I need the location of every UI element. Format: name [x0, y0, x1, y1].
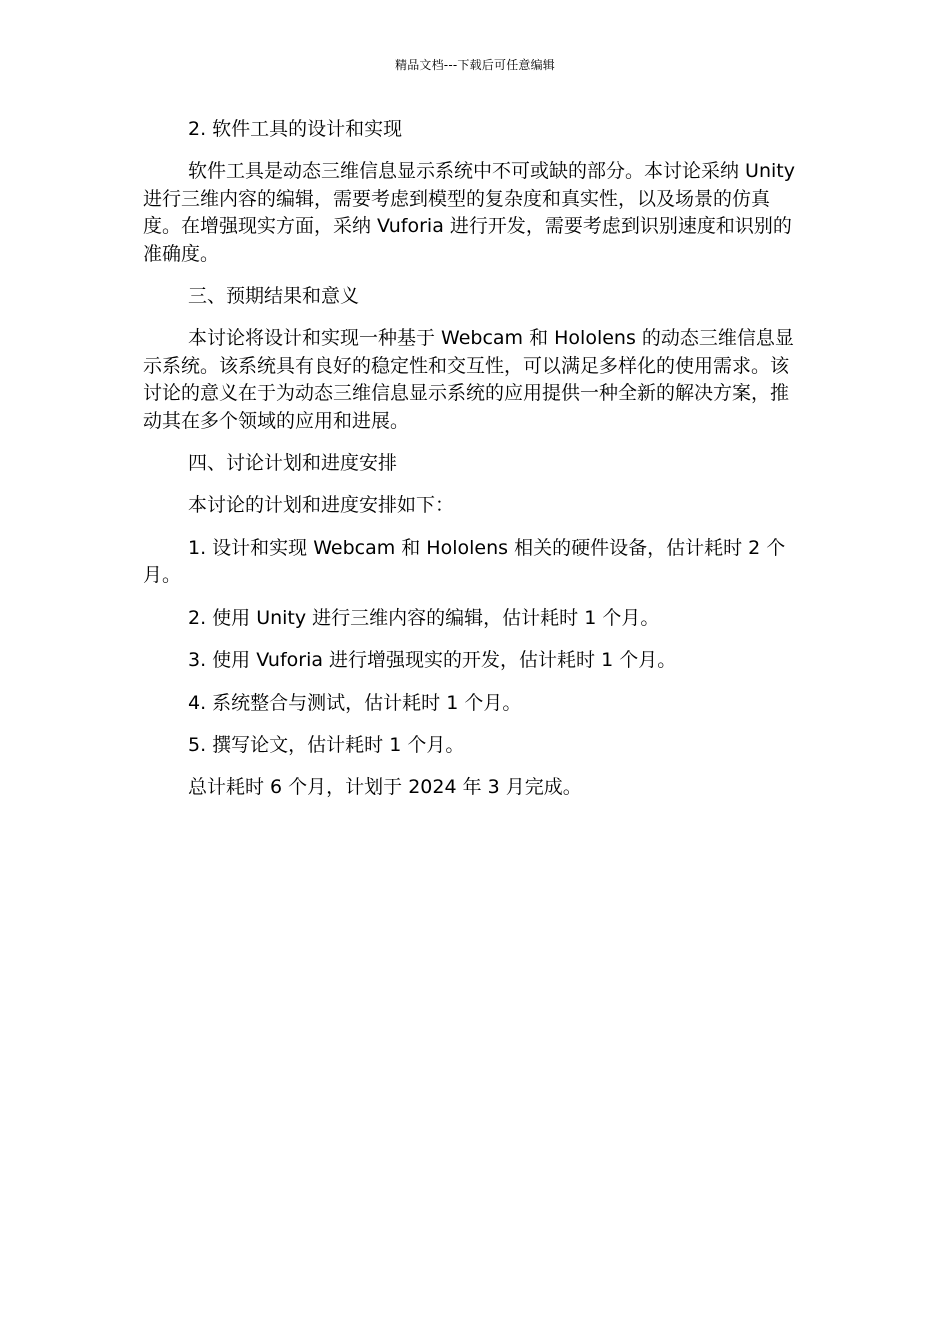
paragraph-software-tools: 软件工具是动态三维信息显示系统中不可或缺的部分。本讨论采纳 Unity 进行三维内容的编辑，需要考虑到模型的复杂度和真实性，以及场景的仿真度。在增强现实方面，采纳 Vuforia 进行开发，需要考虑到识别速度和识别的准确度。 — [143, 160, 795, 265]
plan-item-4: 4. 系统整合与测试，估计耗时 1 个月。 — [188, 691, 522, 714]
section-heading-software-tools: 2. 软件工具的设计和实现 — [188, 118, 403, 140]
plan-item-5: 5. 撰写论文，估计耗时 1 个月。 — [188, 733, 465, 756]
document-body — [143, 116, 807, 817]
page-header: 精品文档---下载后可任意编辑 — [395, 58, 555, 72]
paragraph-expected-results: 本讨论将设计和实现一种基于 Webcam 和 Hololens 的动态三维信息显示系统。该系统具有良好的稳定性和交互性，可以满足多样化的使用需求。该讨论的意义在于为动态三维信息显示系统的应用提供一种全新的解决方案，推动其在多个领域的应用和进展。 — [143, 327, 794, 432]
section-heading-plan-schedule: 四、讨论计划和进度安排 — [188, 452, 398, 475]
plan-item-3: 3. 使用 Vuforia 进行增强现实的开发，估计耗时 1 个月。 — [188, 649, 677, 672]
paragraph-total-time: 总计耗时 6 个月，计划于 2024 年 3 月完成。 — [188, 776, 582, 799]
paragraph-plan-intro: 本讨论的计划和进度安排如下： — [188, 494, 455, 517]
plan-item-2: 2. 使用 Unity 进行三维内容的编辑，估计耗时 1 个月。 — [188, 606, 660, 629]
plan-item-1: 1. 设计和实现 Webcam 和 Hololens 相关的硬件设备，估计耗时 2 个月。 — [143, 536, 786, 587]
section-heading-expected-results: 三、预期结果和意义 — [188, 285, 360, 308]
